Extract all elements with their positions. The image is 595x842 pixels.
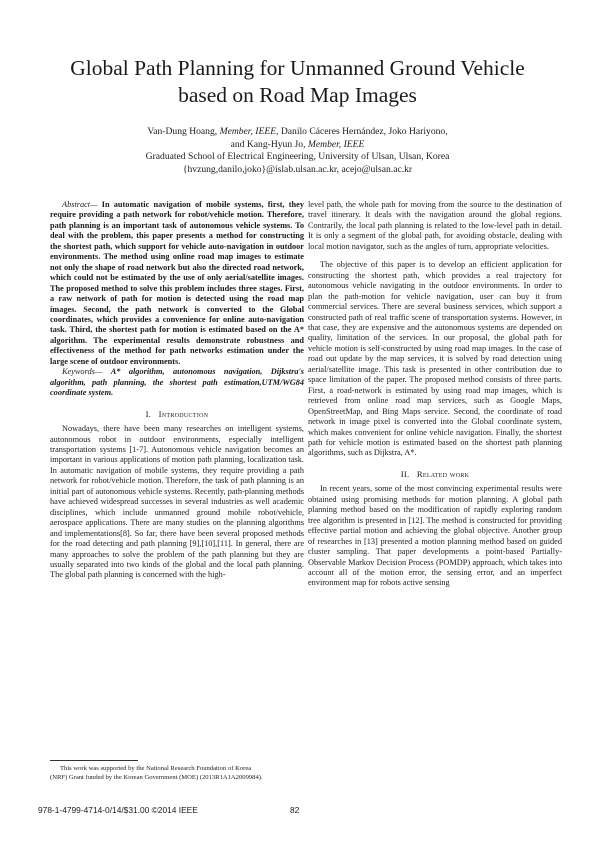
right-column — [308, 200, 562, 589]
author-emails: {hvzung,danilo,joko}@islab.ulsan.ac.kr, acejo@ulsan.ac.kr — [182, 163, 413, 175]
isbn-copyright: 978-1-4799-4714-0/14/$31.00 ©2014 IEEE — [38, 805, 198, 815]
affiliation: Graduated School of Electrical Engineering, University of Ulsan, Ulsan, Korea — [145, 151, 450, 163]
abstract-lead: Abstract — [62, 200, 91, 209]
related-paragraph-1: In recent years, some of the most convincing experimental results were obtained using promising methods for motion planning. A global path planning method based on the modification of rapidly exploring random tree algorithm is presented in [12]. The method is constructed for providing effective partial motion and achieving the global objective. Another group of researches in [13] presented a motion planning method based on guided cluster sampling. That paper developments a point-based Partially-Observable Markov Decision Process (POMDP) approach, which takes into account all of the motion error, the sensing error, and an imperfect environment map for robots active sensing — [308, 484, 562, 588]
left-column — [50, 200, 304, 581]
section-heading-related-work: II. Related work — [400, 468, 470, 479]
paper-title-line-2: based on Road Map Images — [178, 83, 417, 107]
abstract-text: In automatic navigation of mobile systems, first, they require providing a path network for robot/vehicle motion. Therefore, path planning is an important task of autonomous vehicle systems. To deal with the problem, this paper presents a method for constructing the shortest path, which support for vehicle auto-navigation in outdoor environments. The method using online road map images to estimate not only the shape of road network but also the directed road network, which could not be estimated by the use of only aerial/satellite images. The proposed method to solve this problem includes three stages. First, a raw network of path for motion is detected using the road map images. Second, the path network is converted to the Global coordinates, which provides a convenience for online auto-navigation task. Third, the shortest path for motion is estimated based on the A* algorithm. The experimental results demonstrate robustness and effectiveness of the method for path networks estimation under the large scene of outdoor environments. — [50, 200, 304, 366]
abstract: Abstract— In automatic navigation of mobile systems, first, they require providing a path network for robot/vehicle motion. Therefore, path planning is an important task of autonomous vehicle systems. To deal with the problem, this paper presents a method for constructing the shortest path, which support for vehicle auto-navigation in outdoor environments. The method using online road map images to estimate not only the shape of road network but also the directed road network, which could not be estimated by the use of only aerial/satellite images. The proposed method to solve this problem includes three stages. First, a raw network of path for motion is detected using the road map images. Second, the path network is converted to the Global coordinates, which provides a convenience for online auto-navigation task. Third, the shortest path for motion is estimated based on the A* algorithm. The experimental results demonstrate robustness and effectiveness of the method for path networks estimation under the large scene of outdoor environments. — [50, 200, 304, 366]
keywords-text: A* algorithm, autonomous navigation, Dijkstra's algorithm, path planning, the shortest path estimation,UTM/WG84 coordinate system. — [50, 367, 305, 398]
paper-title-line-1: Global Path Planning for Unmanned Ground Vehicle — [70, 56, 525, 80]
keywords: Keywords— A* algorithm, autonomous navigation, Dijkstra's algorithm, path planning, the shortest path estimation,UTM/WG84 coordinate system. — [50, 367, 305, 398]
authors-line-1: Van-Dung Hoang, Member, IEEE, Danilo Cáceres Hernández, Joko Hariyono, — [147, 126, 448, 137]
keywords-lead: Keywords — [62, 367, 95, 377]
authors-line-2: and Kang-Hyun Jo, Member, IEEE — [230, 138, 365, 150]
intro-paragraph-2: The objective of this paper is to develop an efficient application for constructing the shortest path, which provides a real trajectory for autonomous vehicle navigating in the outdoor environments. In order to plan the path-motion for vehicle navigation, user can buy it from commercial services. There are several business services, which support a constructed path of real traffic scene of transportation systems. However, in that case, they are expensive and the autonomous systems are depended on quality, limitation of the services. In our proposal, the global path for vehicle motion is self-constructed by using road map images. In the case of road out update by the map services, it is solved by road detection using aerial/satellite image. This task is presented in other contribution due to space limitation of the paper. The proposed method consists of three parts. First, a road-network is estimated by using road map images, which is retrieved from online road map services, such as Google Maps, OpenStreetMap, and Bing Maps service. Second, the coordinate of road network in image pixel is converted into the Global coordinate system, which makes convenient for online vehicle navigation. Finally, the shortest path for vehicle motion is estimated based on the shortest path planning algorithms, such as Dijkstra, A*. — [308, 260, 562, 458]
footnote-rule — [50, 760, 138, 761]
page-number: 82 — [290, 805, 300, 815]
intro-paragraph-1-continued: level path, the whole path for moving from the source to the destination of travel itinerary. It deals with the navigation around the global regions. Contrarily, the local path planning is related to the low-level path in detail. It is only a segment of the global path, for avoiding obstacle, dealing with local motion navigator, such as the angles of turn, appropriate velocities. — [308, 200, 562, 251]
intro-paragraph-1: Nowadays, there have been many researches on intelligent systems, autonomous robot in outdoor environments, especially intelligent transportation systems [1-7]. Autonomous vehicle navigation becomes an important in various applications of motion path planning, localization task. In automatic navigation of mobile systems, they require providing a path network for robot/vehicle motion. Therefore, the task of path planning is an initial part of autonomous vehicle systems. Recently, path-planning methods have achieved widespread successes in several industries as well academic disciplines, which include unmanned ground mobile robot/vehicle, aerospace applications. There are many studies on the planning algorithms and implementations[8]. So far, there have been several proposed methods for the road detecting and path planning [9],[10],[11]. In general, there are many approaches to solve the problem of the path planning but they are usually separated into two kinds of the global and the local path planning. The global path planning is concerned with the high- — [50, 424, 304, 580]
section-heading-introduction: I. Introduction — [145, 408, 209, 419]
author-block — [40, 126, 555, 176]
paper-title — [30, 55, 565, 109]
footnote: This work was supported by the National Research Foundation of Korea (NRF) Grant funded by the Korean Government (MOE) (2013R1A1A2009984). — [50, 765, 263, 781]
